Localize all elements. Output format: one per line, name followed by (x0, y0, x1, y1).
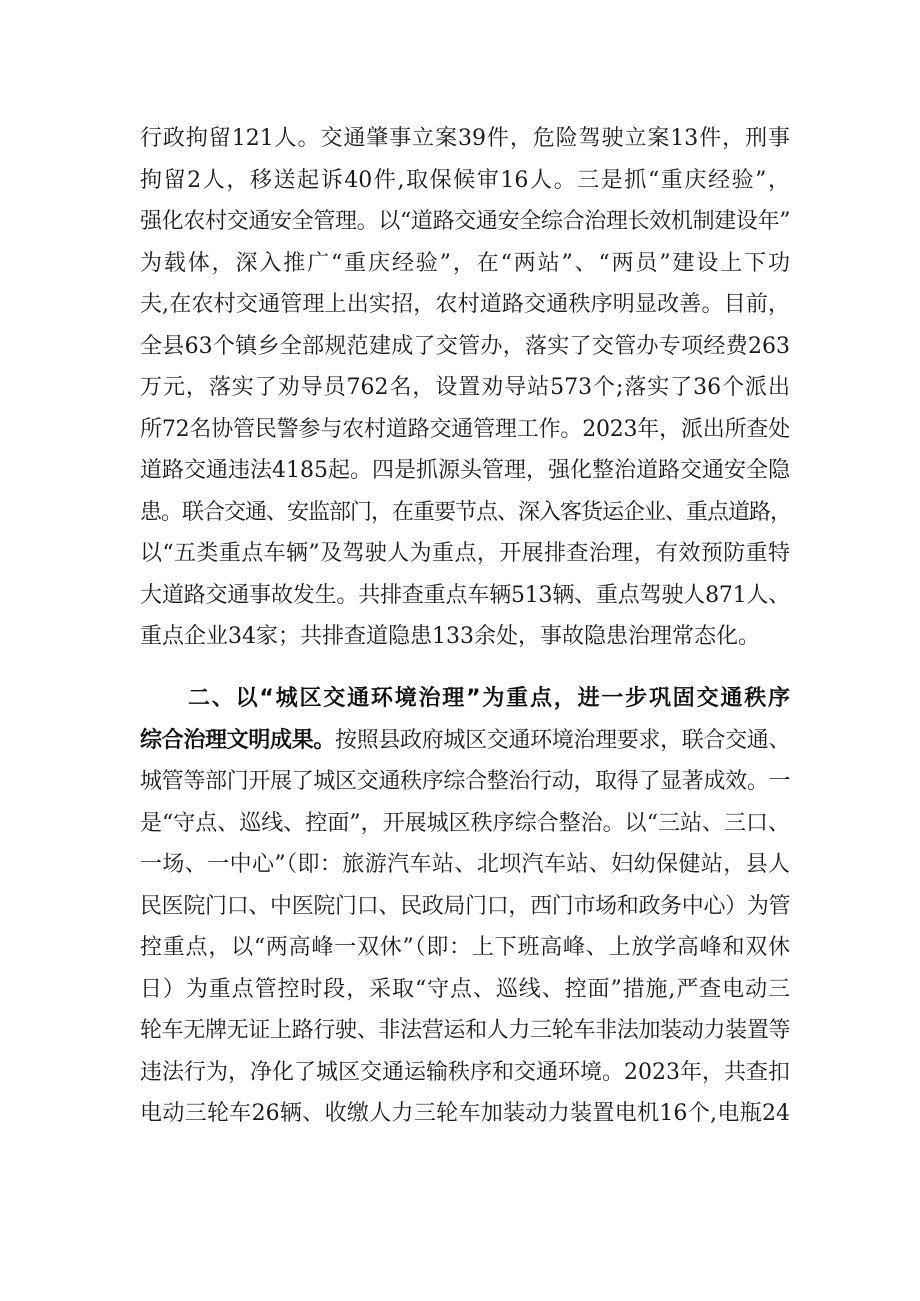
text-line: 控重点，以“两高峰一双休”（即：上下班高峰、上放学高峰和双休 (140, 935, 790, 960)
text-line: 拘留2人，移送起诉40件,取保候审16人。三是抓“重庆经验”， (140, 167, 790, 193)
text-line: 为载体，深入推广“重庆经验”，在“两站”、“两员”建设上下功 (140, 250, 790, 276)
text-line: 是“守点、巡线、控面”，开展城区秩序综合整治。以“三站、三口、 (140, 810, 790, 836)
text-line: 日）为重点管控时段，采取“守点、巡线、控面”措施,严查电动三 (140, 976, 790, 1002)
section-heading: 二、以“城区交通环境治理”为重点，进一步巩固交通秩序 (188, 686, 790, 711)
text-line: 城管等部门开展了城区交通秩序综合整治行动，取得了显著成效。一 (140, 769, 790, 794)
text-line: 违法行为，净化了城区交通运输秩序和交通环境。2023年，共查扣 (140, 1059, 790, 1085)
text-line: 强化农村交通安全管理。以“道路交通安全综合治理长效机制建设年” (140, 209, 790, 234)
text-line: 一场、一中心”（即：旅游汽车站、北坝汽车站、妇幼保健站，县人 (140, 852, 790, 877)
text-span: 按照县政府城区交通环境治理要求，联合交通、 (335, 727, 790, 753)
text-line: 全县63个镇乡全部规范建成了交管办，落实了交管办专项经费263 (140, 333, 790, 359)
text-line: 行政拘留121人。交通肇事立案39件，危险驾驶立案13件，刑事 (140, 126, 790, 151)
text-line: 所72名协管民警参与农村道路交通管理工作。2023年，派出所查处 (140, 416, 790, 442)
text-line: 电动三轮车26辆、收缴人力三轮车加装动力装置电机16个,电瓶24 (140, 1101, 790, 1126)
text-line: 轮车无牌无证上路行驶、非法营运和人力三轮车非法加装动力装置等 (140, 1018, 790, 1043)
text-line: 患。联合交通、安监部门，在重要节点、深入客货运企业、重点道路， (140, 499, 792, 525)
text-line (140, 726, 790, 756)
text-line: 道路交通违法4185起。四是抓源头管理，强化整治道路交通安全隐 (140, 458, 790, 483)
text-line: 以“五类重点车辆”及驾驶人为重点，开展排查治理，有效预防重特 (140, 541, 790, 566)
section-heading-continued: 综合治理文明成果。 (140, 727, 336, 753)
text-line: 大道路交通事故发生。共排查重点车辆513辆、重点驾驶人871人、 (140, 582, 790, 608)
text-line: 民医院门口、中医院门口、民政局门口，西门市场和政务中心）为管 (140, 893, 790, 919)
text-line: 夫,在农村交通管理上出实招，农村道路交通秩序明显改善。目前， (140, 292, 790, 317)
text-line: 万元，落实了劝导员762名，设置劝导站573个;落实了36个派出 (140, 375, 790, 400)
text-line: 重点企业34家；共排查道隐患133余处，事故隐患治理常态化。 (140, 624, 760, 649)
